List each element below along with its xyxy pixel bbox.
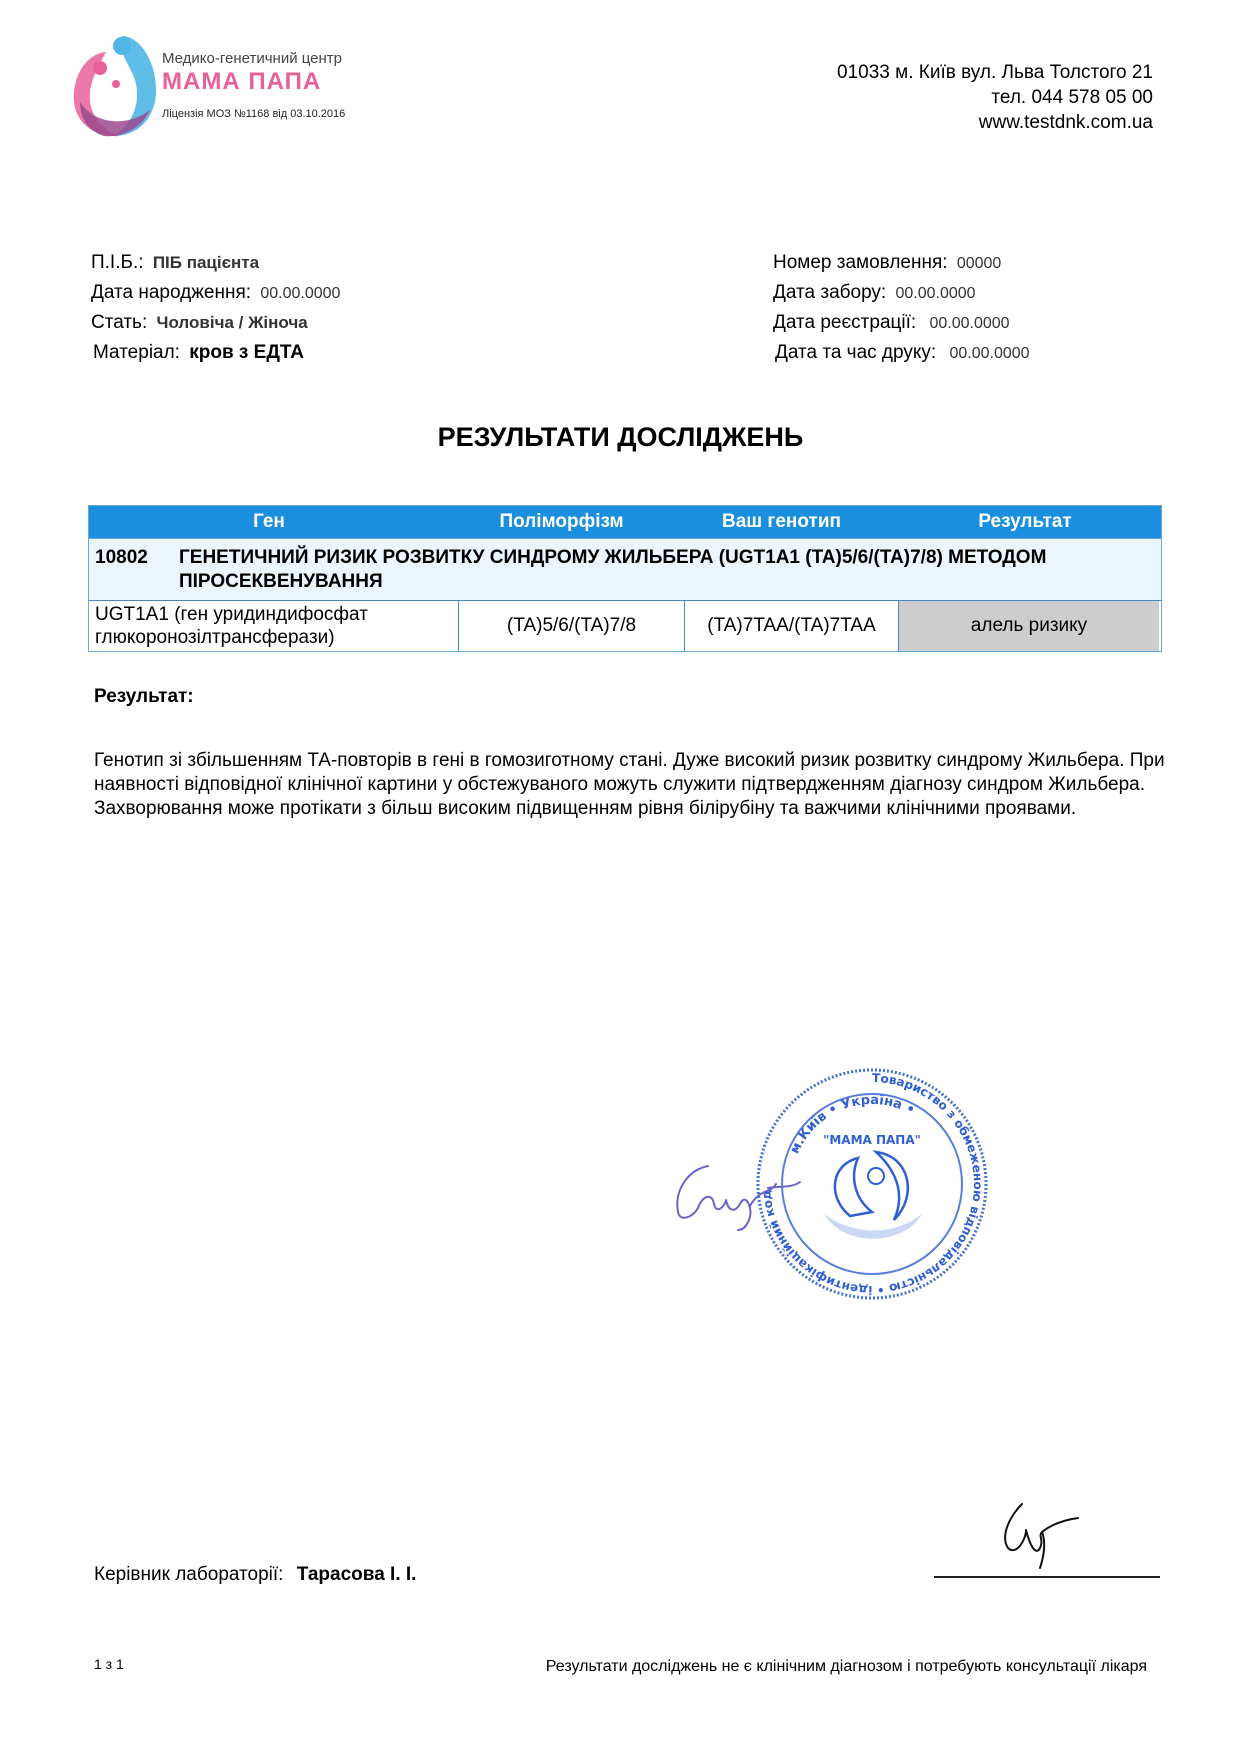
lab-head-name: Тарасова І. І. bbox=[296, 1564, 417, 1585]
header-polymorphism: Поліморфізм bbox=[499, 511, 624, 532]
logo-subtitle: Медико-генетичний центр bbox=[162, 50, 343, 67]
table-header bbox=[89, 506, 1161, 538]
patient-dob-value: 00.00.0000 bbox=[260, 285, 341, 302]
result-label: Результат: bbox=[94, 686, 194, 707]
material-value: кров з ЕДТА bbox=[189, 342, 304, 363]
cell-result: алель ризику bbox=[899, 601, 1159, 651]
stamp-top-text: м.Київ • Україна • bbox=[787, 1092, 918, 1157]
registration-date-value: 00.00.0000 bbox=[929, 315, 1010, 332]
test-code: 10802 bbox=[95, 547, 148, 568]
order-number-label: Номер замовлення: bbox=[773, 252, 948, 273]
print-date-row bbox=[775, 342, 1030, 364]
page-title: РЕЗУЛЬТАТИ ДОСЛІДЖЕНЬ bbox=[437, 422, 804, 452]
clinic-logo-icon bbox=[70, 32, 160, 140]
stamp-name-text: "МАМА ПАПА" bbox=[823, 1133, 921, 1147]
test-group-row bbox=[89, 538, 1161, 600]
result-text: Генотип зі збільшенням ТА-повторів в гені в гомозиготному стані. Дуже високий ризик розвитку синдрому Жильбера. При наявності відповідної клінічної картини у обстежуваного можуть служити підтвердженням діагнозу синдром Жильбера. Захворювання може протікати з більш високим підвищенням рівня білірубіну та важчими клінічними проявами. bbox=[94, 750, 1165, 819]
header-result: Результат bbox=[978, 511, 1072, 532]
license-text: Ліцензія МОЗ №1168 від 03.10.2016 bbox=[162, 108, 346, 120]
lab-head-label: Керівник лабораторії: bbox=[94, 1564, 284, 1585]
lab-head-row bbox=[94, 1564, 416, 1586]
collection-date-value: 00.00.0000 bbox=[895, 285, 976, 302]
stamp-ring-text: Товариство з обмеженою відповідальністю • ідентифікаційний код bbox=[759, 1070, 985, 1298]
cell-polymorphism: (TA)5/6/(TA)7/8 bbox=[459, 601, 685, 651]
disclaimer-text: Результати досліджень не є клінічним діагнозом і потребують консультації лікаря bbox=[545, 1658, 1147, 1675]
material-label: Матеріал: bbox=[93, 342, 180, 363]
print-date-value: 00.00.0000 bbox=[949, 345, 1030, 362]
address: 01033 м. Київ вул. Льва Толстого 21 bbox=[837, 62, 1153, 83]
website-link[interactable]: www.testdnk.com.ua bbox=[978, 112, 1153, 133]
order-number-value: 00000 bbox=[956, 255, 1002, 272]
registration-date-label: Дата реєстрації: bbox=[773, 312, 917, 333]
logo-name: МАМА ПАПА bbox=[162, 68, 322, 95]
patient-sex-value: Чоловіча / Жіноча bbox=[156, 313, 308, 332]
patient-dob-row bbox=[91, 282, 340, 304]
collection-date-row bbox=[773, 282, 976, 304]
table-row bbox=[89, 600, 1161, 651]
test-title: ГЕНЕТИЧНИЙ РИЗИК РОЗВИТКУ СИНДРОМУ ЖИЛЬБЕРА (UGT1A1 (TA)5/6/(TA)7/8) МЕТОДОМ ПІРОСЕКВЕНУВАННЯ bbox=[179, 547, 1047, 592]
patient-name-label: П.І.Б.: bbox=[91, 252, 144, 273]
print-date-label: Дата та час друку: bbox=[775, 342, 937, 363]
patient-sex-label: Стать: bbox=[91, 312, 148, 333]
material-row bbox=[93, 342, 304, 364]
contact-block bbox=[837, 60, 1153, 135]
collection-date-label: Дата забору: bbox=[773, 282, 887, 303]
patient-sex-row bbox=[91, 312, 308, 334]
patient-name-value: ПІБ пацієнта bbox=[152, 253, 260, 272]
signature-icon bbox=[668, 1148, 803, 1233]
signature-icon bbox=[996, 1496, 1086, 1576]
results-table bbox=[88, 505, 1162, 652]
phone: тел. 044 578 05 00 bbox=[991, 87, 1153, 108]
patient-name-row bbox=[91, 252, 259, 274]
patient-dob-label: Дата народження: bbox=[91, 282, 252, 303]
header-genotype: Ваш генотип bbox=[722, 511, 841, 532]
signature-line bbox=[934, 1576, 1160, 1578]
registration-date-row bbox=[773, 312, 1010, 334]
cell-genotype: (TA)7TAA/(TA)7TAA bbox=[685, 601, 899, 651]
header-gene: Ген bbox=[253, 511, 285, 532]
order-number-row bbox=[773, 252, 1001, 274]
cell-gene: UGT1A1 (ген уридиндифосфат глюкоронозілтрансферази) bbox=[89, 601, 459, 651]
page-number: 1 з 1 bbox=[94, 1656, 124, 1672]
